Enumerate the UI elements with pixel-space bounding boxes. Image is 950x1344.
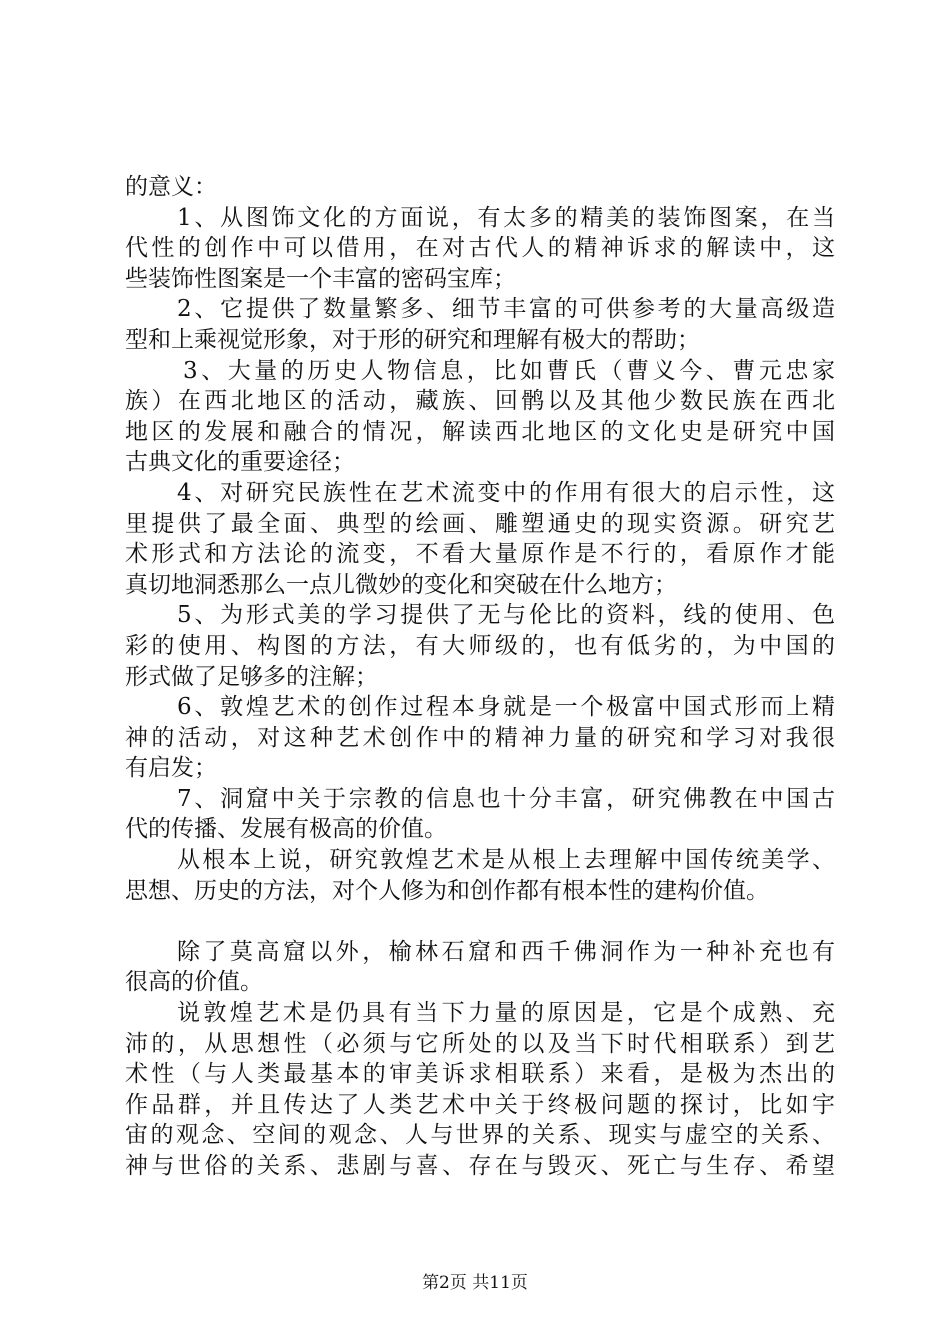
text-line: 宙的观念、空间的观念、人与世界的关系、现实与虚空的关系、 [125,1122,835,1149]
text-line: 彩的使用、构图的方法，有大师级的，也有低劣的，为中国的 [125,632,835,659]
text-line: 术性（与人类最基本的审美诉求相联系）来看，是极为杰出的 [125,1061,835,1088]
document-body [125,172,835,1182]
text-line: 思想、历史的方法，对个人修为和创作都有根本性的建构价值。 [125,877,769,904]
text-line: 从根本上说，研究敦煌艺术是从根上去理解中国传统美学、 [177,847,835,874]
text-line: 1、从图饰文化的方面说，有太多的精美的装饰图案，在当 [177,204,835,231]
text-line: 3、大量的历史人物信息，比如曹氏（曹义今、曹元忠家 [183,357,835,384]
page-footer: 第2页 共11页 [422,1273,528,1293]
text-line: 2、它提供了数量繁多、细节丰富的可供参考的大量高级造 [177,296,835,323]
text-line: 里提供了最全面、典型的绘画、雕塑通史的现实资源。研究艺 [125,510,835,537]
text-line: 地区的发展和融合的情况，解读西北地区的文化史是研究中国 [125,418,835,445]
text-line: 神与世俗的关系、悲剧与喜、存在与毁灭、死亡与生存、希望 [125,1153,835,1179]
text-line: 代性的创作中可以借用，在对古代人的精神诉求的解读中，这 [125,235,835,262]
text-line: 族）在西北地区的活动，藏族、回鹘以及其他少数民族在西北 [125,388,835,415]
text-line: 的意义： [125,174,217,200]
text-line: 型和上乘视觉形象，对于形的研究和理解有极大的帮助； [125,326,700,353]
text-line: 4、对研究民族性在艺术流变中的作用有很大的启示性，这 [177,479,835,506]
text-line: 5、为形式美的学习提供了无与伦比的资料，线的使用、色 [177,602,835,629]
text-line: 7、洞窟中关于宗教的信息也十分丰富，研究佛教在中国古 [177,785,835,812]
paragraph-gap [125,906,835,937]
text-line: 代的传播、发展有极高的价值。 [125,816,447,843]
text-line: 6、敦煌艺术的创作过程本身就是一个极富中国式形而上精 [177,694,835,721]
text-line: 除了莫高窟以外，榆林石窟和西千佛洞作为一种补充也有 [177,938,835,965]
text-line: 术形式和方法论的流变，不看大量原作是不行的，看原作才能 [125,541,835,568]
text-line: 作品群，并且传达了人类艺术中关于终极问题的探讨，比如宇 [125,1091,835,1118]
text-line: 真切地洞悉那么一点儿微妙的变化和突破在什么地方； [125,571,677,598]
text-line: 形式做了足够多的注解； [125,663,378,690]
text-line: 沛的，从思想性（必须与它所处的以及当下时代相联系）到艺 [125,1030,835,1057]
text-line: 有启发； [125,755,217,782]
text-line: 些装饰性图案是一个丰富的密码宝库； [125,265,516,292]
text-line: 神的活动，对这种艺术创作中的精神力量的研究和学习对我很 [125,724,835,751]
text-line: 说敦煌艺术是仍具有当下力量的原因是，它是个成熟、充 [177,1000,835,1027]
text-line: 古典文化的重要途径； [125,449,355,476]
text-line: 很高的价值。 [125,969,263,996]
